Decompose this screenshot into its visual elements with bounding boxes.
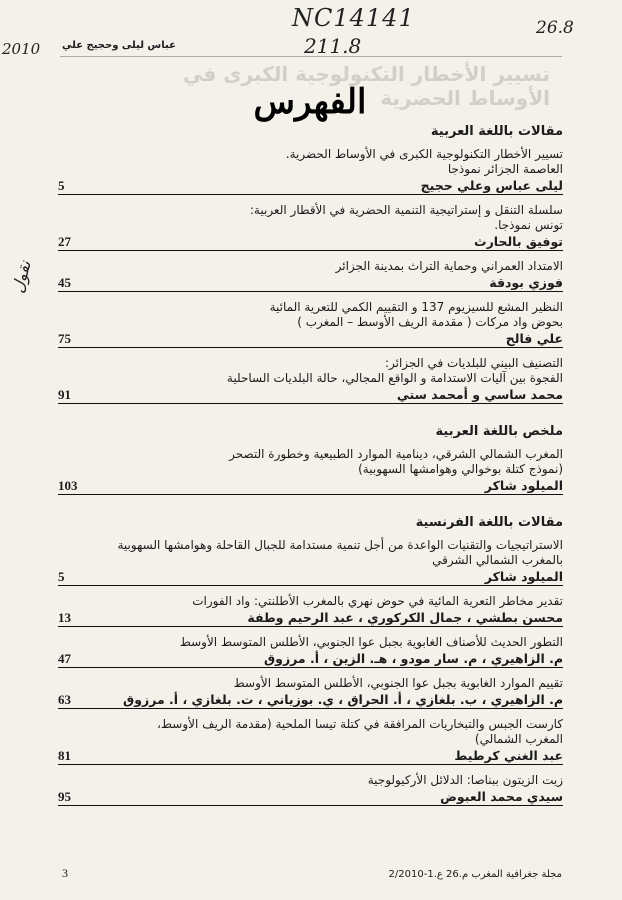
entry-title-line: تونس نموذجا. xyxy=(494,218,563,232)
author-row xyxy=(58,331,563,348)
entry-page-number: 95 xyxy=(58,789,71,804)
entry-author: محمد ساسي و أمحمد ستي xyxy=(396,387,563,402)
section-heading: مقالات باللغة العربية xyxy=(430,124,563,139)
author-row xyxy=(58,387,563,404)
author-row xyxy=(58,569,563,586)
entry-author: ليلى عباس وعلي حجيج xyxy=(420,178,563,193)
entry-page-number: 13 xyxy=(58,610,71,625)
author-row xyxy=(58,692,563,709)
toc-entry xyxy=(58,635,563,668)
entry-title-line: تسيير الأخطار التكنولوجية الكبرى في الأوساط الحضرية. xyxy=(285,147,563,161)
entry-page-number: 81 xyxy=(58,748,71,763)
entry-title-line: تقييم الموارد الغابوية بجبل عوا الجنوبي، الأطلس المتوسط الأوسط xyxy=(233,676,563,690)
section-heading: مقالات باللغة الفرنسية xyxy=(415,515,563,530)
author-row xyxy=(58,651,563,668)
entry-title-line: الاستراتيجيات والتقنيات الواعدة من أجل تنمية مستدامة للجبال القاحلة وهوامشها السهوبية xyxy=(117,538,563,552)
entry-page-number: 75 xyxy=(58,331,71,346)
toc-entry xyxy=(58,676,563,709)
entry-author: توفيق بالحارث xyxy=(474,234,563,249)
entry-title-line: زيت الزيتون ببناصا: الدلائل الأركيولوجية xyxy=(367,773,563,787)
author-row xyxy=(58,610,563,627)
entry-author: محسن بطشي ، جمال الكركوري ، عبد الرحيم وطفة xyxy=(247,610,563,625)
entry-title-line: الفجوة بين آليات الاستدامة و الواقع المجالي، حالة البلديات الساحلية xyxy=(226,371,563,385)
author-row xyxy=(58,748,563,765)
show-through-text: تسيير الأخطار التكنولوجية الكبرى في الأوساط الحضرية xyxy=(182,62,550,110)
table-of-contents xyxy=(58,120,563,814)
entry-title-line: النظير المشع للسيزيوم 137 و التقييم الكمي للتعرية المائية xyxy=(269,300,563,314)
entry-title-line: الامتداد العمراني وحماية التراث بمدينة الجزائر xyxy=(335,259,563,273)
entry-author: فوزي بودقة xyxy=(489,275,563,290)
author-row xyxy=(58,789,563,806)
entry-title-line: سلسلة التنقل و إستراتيجية التنمية الحضرية في الأقطار العربية: xyxy=(249,203,563,217)
entry-title-line: بحوض واد مركات ( مقدمة الريف الأوسط – المغرب ) xyxy=(297,315,563,329)
toc-entry xyxy=(58,447,563,495)
author-row xyxy=(58,234,563,251)
running-head: عباس ليلى وحجيج علي xyxy=(62,40,176,51)
entry-page-number: 63 xyxy=(58,692,71,707)
entry-page-number: 103 xyxy=(58,478,78,493)
toc-entry xyxy=(58,717,563,765)
entry-page-number: 91 xyxy=(58,387,71,402)
page-number: 3 xyxy=(62,866,68,880)
toc-entry xyxy=(58,594,563,627)
entry-title-line: تقدير مخاطر التعرية المائية في حوض نهري بالمغرب الأطلنتي: واد الفورات xyxy=(192,594,563,608)
toc-entry xyxy=(58,203,563,251)
entry-author: الميلود شاكر xyxy=(484,569,563,584)
entry-page-number: 5 xyxy=(58,569,65,584)
entry-author: علي فالح xyxy=(505,331,563,346)
header-rule xyxy=(60,56,562,57)
entry-author: م. الزاهيري ، م. سار مودو ، هـ. الزين ، أ. مرزوق xyxy=(264,651,563,666)
entry-page-number: 47 xyxy=(58,651,71,666)
entry-title-line: المغرب الشمالي الشرقي، دينامية الموارد الطبيعية وخطورة التصحر xyxy=(229,447,563,461)
entry-title-line: المغرب الشمالي) xyxy=(474,732,563,746)
entry-title-line: كارست الجبس والتبخاريات المرافقة في كتلة تيسا الملحية (مقدمة الريف الأوسط، xyxy=(157,717,563,731)
toc-entry xyxy=(58,259,563,292)
entry-author: عبد الغني كرطيط xyxy=(454,748,563,763)
entry-title-line: التطور الحديث للأصناف الغابوية بجبل عوا الجنوبي، الأطلس المتوسط الأوسط xyxy=(179,635,563,649)
entry-title-line: التصنيف البيني للبلديات في الجزائر: xyxy=(384,356,563,370)
toc-entry xyxy=(58,300,563,348)
entry-page-number: 27 xyxy=(58,234,71,249)
author-row xyxy=(58,275,563,292)
entry-title-line: (نموذج كتلة بوخوالي وهوامشها السهوبية) xyxy=(358,462,563,476)
handwritten-reference-number: NC14141 xyxy=(292,4,415,32)
toc-entry xyxy=(58,147,563,195)
handwritten-sub-reference: 211.8 xyxy=(304,34,362,58)
toc-entry xyxy=(58,773,563,806)
page-title: الفهرس xyxy=(253,82,367,122)
handwritten-margin-note: نقول xyxy=(8,258,35,295)
entry-author: سيدي محمد العبوض xyxy=(440,789,563,804)
page-footer xyxy=(62,866,562,881)
entry-page-number: 45 xyxy=(58,275,71,290)
handwritten-corner-note: 26.8 xyxy=(536,18,574,38)
entry-author: الميلود شاكر xyxy=(484,478,563,493)
entry-page-number: 5 xyxy=(58,178,65,193)
toc-entry xyxy=(58,538,563,586)
section-heading: ملخص باللغة العربية xyxy=(435,424,563,439)
author-row xyxy=(58,178,563,195)
entry-author: م. الزاهيري ، ب. بلغازي ، أ. الحراق ، ي. بوزياني ، ت. بلغازي ، أ. مرزوق xyxy=(123,692,563,707)
entry-title-line: العاصمة الجزائر نموذجا xyxy=(447,162,563,176)
author-row xyxy=(58,478,563,495)
entry-title-line: بالمغرب الشمالي الشرقي xyxy=(432,553,563,567)
journal-citation: مجلة جغرافية المغرب م.26 ع.1-2/2010 xyxy=(388,869,562,880)
handwritten-year: 2010 xyxy=(2,40,41,58)
toc-entry xyxy=(58,356,563,404)
